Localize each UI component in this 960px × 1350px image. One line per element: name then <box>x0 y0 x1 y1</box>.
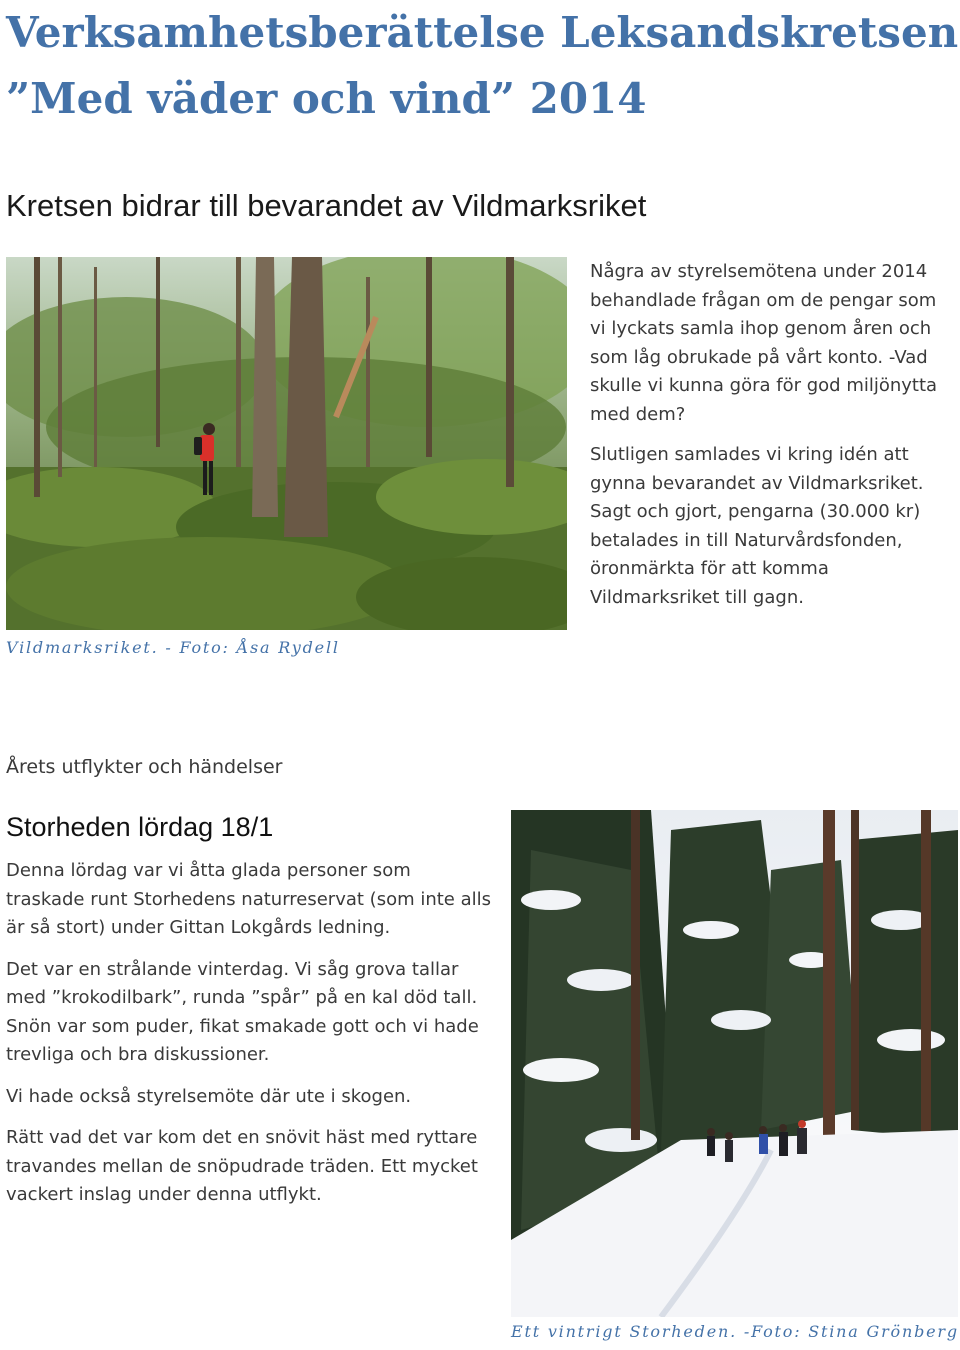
event-heading-storheden: Storheden lördag 18/1 <box>6 812 274 842</box>
winter-forest-photo <box>511 810 958 1317</box>
winter-photo-drawing <box>511 810 958 1317</box>
forest-photo-drawing <box>6 257 567 630</box>
title-line-2: ”Med väder och vind” 2014 <box>6 74 647 123</box>
event-paragraph: Denna lördag var vi åtta glada personer som traskade runt Storhedens naturreservat (som inte alls är så stort) under Gittan Lokgårds ledning. <box>6 860 492 938</box>
event-paragraph: Rätt vad det var kom det en snövit häst med ryttare travandes mellan de snöpudrade träden. Ett mycket vackert inslag under denna utflykt. <box>6 1127 478 1205</box>
intro-paragraph-2: Slutligen samlades vi kring idén att gynna bevarandet av Vildmarksriket. Sagt och gjort, pengarna (30.000 kr) betalades in till Naturvårdsfonden, öronmärkta för att komma Vildmarksriket till gagn. <box>590 444 924 608</box>
winter-photo-caption: Ett vintrigt Storheden. -Foto: Stina Grönberg <box>511 1322 959 1341</box>
title-line-1: Verksamhetsberättelse Leksandskretsen <box>6 8 959 57</box>
subtitle: Kretsen bidrar till bevarandet av Vildmarksriket <box>6 188 647 223</box>
section-title: Årets utflykter och händelser <box>6 756 283 778</box>
event-body-storheden <box>6 857 494 1223</box>
intro-paragraph-1: Några av styrelsemötena under 2014 behandlade frågan om de pengar som vi lyckats samla ihop genom åren och som låg obrukade på vårt konto. -Vad skulle vi kunna göra för god miljönytta med dem? <box>590 261 938 425</box>
forest-photo-caption: Vildmarksriket. - Foto: Åsa Rydell <box>6 638 340 657</box>
document-title <box>6 0 958 132</box>
event-paragraph: Vi hade också styrelsemöte där ute i skogen. <box>6 1085 412 1107</box>
forest-photo <box>6 257 567 630</box>
event-paragraph: Det var en strålande vinterdag. Vi såg grova tallar med ”krokodilbark”, runda ”spår” på en kal död tall. Snön var som puder, fikat smakade gott och vi hade trevliga och bra diskussioner. <box>6 958 479 1065</box>
